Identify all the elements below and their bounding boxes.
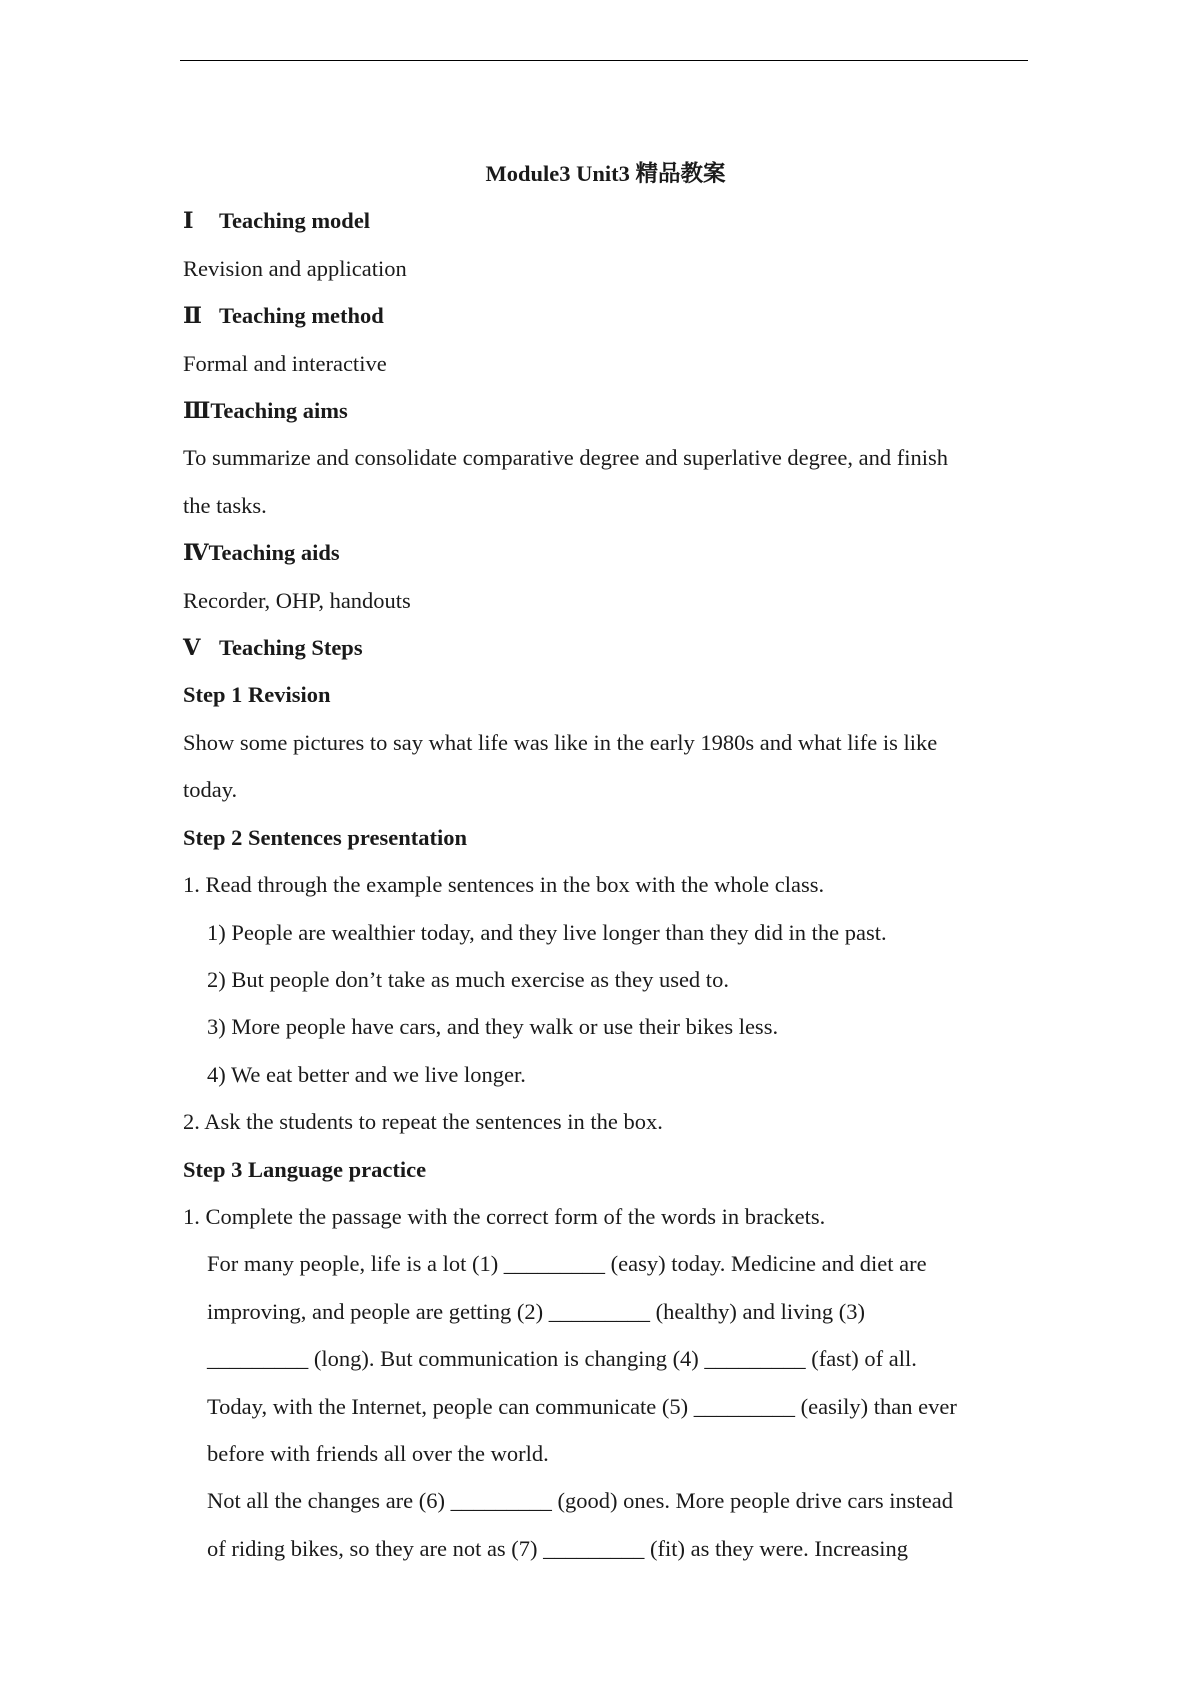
- example-sentence-4: 4) We eat better and we live longer.: [207, 1061, 526, 1087]
- section-heading-teaching-steps: Ⅴ Teaching Steps: [183, 635, 363, 661]
- section-body-teaching-aids: Recorder, OHP, handouts: [183, 587, 411, 613]
- passage-line-5: before with friends all over the world.: [207, 1440, 549, 1466]
- section-body-teaching-aims-line-1: To summarize and consolidate comparative degree and superlative degree, and finish: [183, 445, 948, 471]
- step3-item-1: 1. Complete the passage with the correct form of the words in brackets.: [183, 1203, 826, 1229]
- step1-text-line-2: today.: [183, 777, 238, 803]
- section-heading-teaching-aids: ⅣTeaching aids: [183, 540, 340, 566]
- example-sentence-1: 1) People are wealthier today, and they live longer than they did in the past.: [207, 919, 887, 945]
- section-body-teaching-method: Formal and interactive: [183, 350, 387, 376]
- passage-line-3: _________ (long). But communication is changing (4) _________ (fast) of all.: [207, 1346, 917, 1372]
- section-heading-teaching-method: Ⅱ Teaching method: [183, 303, 384, 329]
- step2-item-1: 1. Read through the example sentences in the box with the whole class.: [183, 872, 825, 898]
- step1-heading: Step 1 Revision: [183, 682, 331, 708]
- passage-line-6: Not all the changes are (6) _________ (good) ones. More people drive cars instead: [207, 1488, 954, 1514]
- example-sentence-2: 2) But people don’t take as much exercise as they used to.: [207, 966, 729, 992]
- section-body-teaching-aims-line-2: the tasks.: [183, 492, 267, 518]
- document-title: Module3 Unit3 精品教案: [485, 161, 726, 186]
- passage-line-7: of riding bikes, so they are not as (7) _________ (fit) as they were. Increasing: [207, 1535, 909, 1561]
- step2-item-2: 2. Ask the students to repeat the sentences in the box.: [183, 1109, 663, 1135]
- lesson-plan: [183, 150, 1028, 1572]
- step2-heading: Step 2 Sentences presentation: [183, 824, 467, 850]
- step3-heading: Step 3 Language practice: [183, 1156, 427, 1182]
- section-heading-teaching-model: Ⅰ Teaching model: [183, 208, 371, 234]
- passage-line-4: Today, with the Internet, people can communicate (5) _________ (easily) than ever: [207, 1393, 957, 1419]
- example-sentence-3: 3) More people have cars, and they walk or use their bikes less.: [207, 1014, 779, 1040]
- step1-text-line-1: Show some pictures to say what life was like in the early 1980s and what life is like: [183, 729, 938, 755]
- passage-line-1: For many people, life is a lot (1) _________ (easy) today. Medicine and diet are: [207, 1251, 927, 1277]
- section-heading-teaching-aims: ⅢTeaching aims: [183, 398, 348, 424]
- section-body-teaching-model: Revision and application: [183, 255, 407, 281]
- passage-line-2: improving, and people are getting (2) _________ (healthy) and living (3): [207, 1298, 865, 1324]
- header-rule: [180, 60, 1028, 61]
